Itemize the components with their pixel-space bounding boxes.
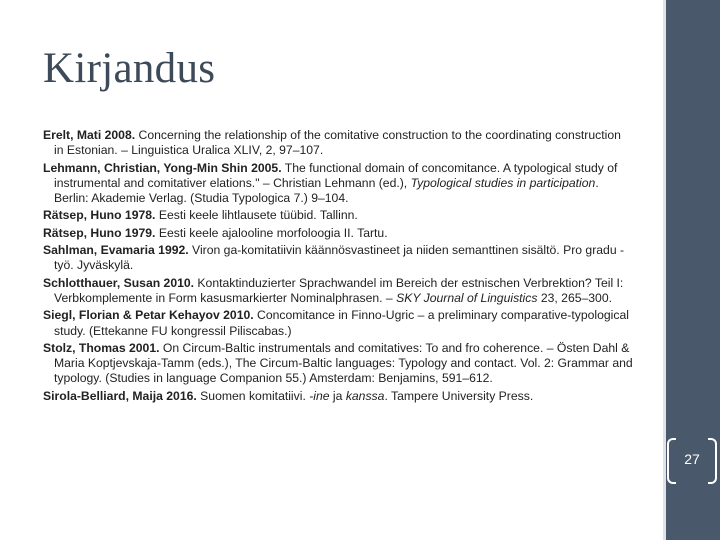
reference-text: Eesti keele lihtlausete tüübid. Tallinn. bbox=[155, 208, 358, 223]
reference-item bbox=[43, 128, 633, 159]
reference-italic: -ine bbox=[309, 388, 330, 403]
page-number: 27 bbox=[684, 451, 700, 467]
reference-author: Sahlman, Evamaria 1992. bbox=[43, 243, 189, 258]
reference-list bbox=[43, 128, 633, 406]
reference-author: Lehmann, Christian, Yong-Min Shin 2005. bbox=[43, 160, 282, 175]
reference-author: Siegl, Florian & Petar Kehayov 2010. bbox=[43, 308, 254, 323]
reference-text: . Tampere University Press. bbox=[384, 388, 534, 403]
reference-author: Rätsep, Huno 1978. bbox=[43, 208, 156, 223]
reference-text: Concomitance in Finno-Ugric – a preliminary comparative-typological study. (Ettekanne FU kongressil Piliscabas.) bbox=[54, 308, 629, 338]
reference-item bbox=[43, 341, 633, 387]
reference-text: . Berlin: Akademie Verlag. (Studia Typologica 7.) 9–104. bbox=[54, 175, 599, 206]
reference-author: Sirola-Belliard, Maija 2016. bbox=[43, 388, 197, 403]
reference-text: Eesti keele ajalooline morfoloogia II. Tartu. bbox=[155, 225, 388, 240]
reference-author: Schlotthauer, Susan 2010. bbox=[43, 275, 195, 290]
reference-text: Viron ga-komitatiivin käännösvastineet ja niiden semanttinen sisältö. Pro gradu -työ. Jyväskylä. bbox=[54, 243, 625, 273]
page-title: Kirjandus bbox=[43, 45, 216, 92]
reference-author: Stolz, Thomas 2001. bbox=[43, 340, 160, 355]
reference-italic: Typological studies in participation bbox=[410, 175, 596, 190]
reference-item bbox=[43, 208, 633, 223]
reference-item bbox=[43, 308, 633, 339]
reference-italic: SKY Journal of Linguistics bbox=[396, 290, 538, 305]
reference-italic: kanssa bbox=[345, 388, 385, 403]
reference-item bbox=[43, 161, 633, 207]
reference-text: The functional domain of concomitance. A typological study of instrumental and comitativer elations." – Christian Lehmann (ed.), bbox=[54, 160, 618, 190]
page-number-badge bbox=[667, 438, 717, 484]
reference-text: 23, 265–300. bbox=[537, 290, 613, 305]
reference-item bbox=[43, 276, 633, 307]
reference-item bbox=[43, 226, 633, 241]
reference-text: Suomen komitatiivi. bbox=[196, 388, 310, 403]
reference-text: Kontaktinduzierter Sprachwandel im Bereich der estnischen Verbrektion? Teil I: Verbkomplemente in Form kasusmarkierter Nominalphrasen. – bbox=[54, 275, 624, 305]
reference-author: Rätsep, Huno 1979. bbox=[43, 225, 156, 240]
reference-item bbox=[43, 389, 633, 404]
reference-author: Erelt, Mati 2008. bbox=[43, 128, 136, 142]
reference-text: Concerning the relationship of the comitative construction to the coordinating construction in Estonian. – Linguistica Uralica XLIV, 2, 97–107. bbox=[54, 128, 621, 158]
reference-text: On Circum-Baltic instrumentals and comitatives: To and fro coherence. – Östen Dahl & Maria Koptjevskaja-Tamm (eds.), The Circum-Baltic languages: Typology and contact. Vol. 2: Grammar and typology. (Studies in language Companion 55.) Amsterdam: Benjamins, 591–612. bbox=[54, 340, 633, 386]
reference-item bbox=[43, 243, 633, 274]
reference-text: ja bbox=[329, 388, 346, 403]
